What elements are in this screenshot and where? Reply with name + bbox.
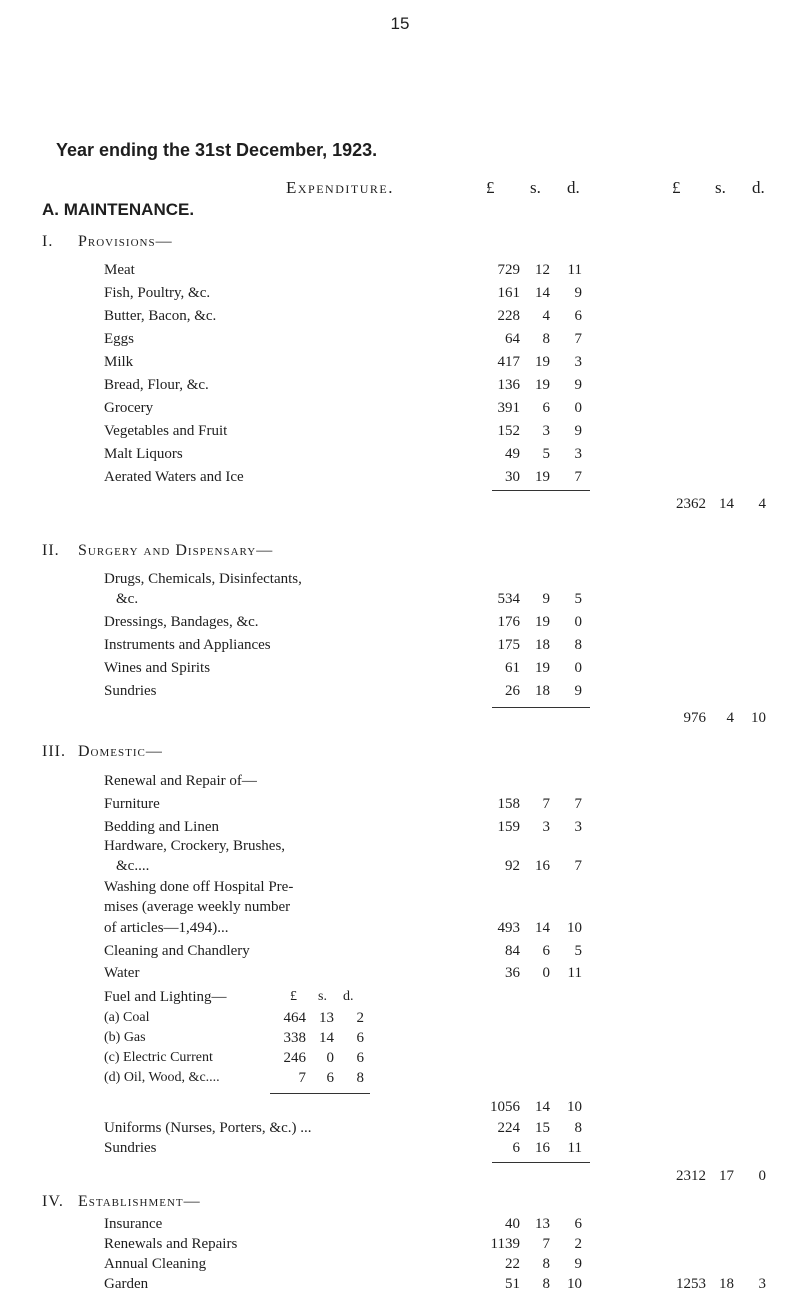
list-item-label: Wines and Spirits [104,660,211,676]
subtotal-rule [492,490,590,491]
amount-shillings: 15 [535,1120,550,1136]
amount-shillings: 9 [542,591,550,607]
fuel-item-label: (d) Oil, Wood, &c.... [104,1070,220,1085]
amount-pence: 6 [574,308,582,324]
fuel-item-label: (a) Coal [104,1010,150,1025]
page-heading: Year ending the 31st December, 1923. [56,140,378,160]
list-item-label: Bread, Flour, &c. [104,377,209,393]
amount-shillings: 8 [542,1276,550,1292]
fuel-pence-header: d. [343,989,354,1004]
amount-pence: 5 [574,943,582,959]
list-item-label: Annual Cleaning [104,1256,207,1272]
amount-pounds: 417 [497,354,520,370]
amount-pence: 6 [356,1050,364,1066]
amount-shillings: 18 [535,637,550,653]
section-numeral: II. [42,542,60,559]
list-item-label: Fish, Poultry, &c. [104,285,211,301]
column2-shillings-header: s. [715,178,726,197]
amount-pounds: 84 [505,943,520,959]
list-item-label: Sundries [104,683,157,699]
fuel-pounds-header: £ [290,989,297,1004]
amount-shillings: 5 [542,446,550,462]
amount-shillings: 12 [535,262,550,278]
amount-pence: 11 [567,1140,582,1156]
column1-pounds-header: £ [486,178,495,197]
amount-shillings: 19 [535,469,550,485]
section-a-title: A. MAINTENANCE. [42,200,195,219]
column1-shillings-header: s. [530,178,541,197]
amount-pounds: 464 [283,1010,306,1026]
amount-pence: 9 [574,683,582,699]
amount-pence: 2 [574,1236,582,1252]
amount-shillings: 4 [726,710,734,726]
amount-shillings: 16 [535,1140,550,1156]
amount-pounds: 493 [497,920,520,936]
amount-shillings: 6 [326,1070,334,1086]
amount-pounds: 391 [497,400,520,416]
amount-pence: 8 [574,637,582,653]
amount-shillings: 18 [719,1276,734,1292]
amount-pence: 0 [574,614,582,630]
fuel-shillings-header: s. [318,989,327,1004]
amount-pence: 10 [567,1099,582,1115]
amount-shillings: 14 [535,1099,550,1115]
list-item-label: Uniforms (Nurses, Porters, &c.) ... [104,1120,312,1136]
amount-pence: 3 [574,354,582,370]
amount-shillings: 14 [719,496,734,512]
amount-pounds: 224 [497,1120,520,1136]
subsection-intro: Renewal and Repair of— [104,773,257,789]
amount-shillings: 14 [535,920,550,936]
amount-shillings: 17 [719,1168,734,1184]
amount-pounds: 36 [505,965,520,981]
list-item-label: Dressings, Bandages, &c. [104,614,259,630]
section-title: Surgery and Dispensary— [78,542,274,559]
amount-pence: 9 [574,1256,582,1272]
amount-shillings: 7 [542,796,550,812]
amount-pence: 10 [751,710,766,726]
list-item-label-continued: mises (average weekly number [104,899,291,915]
list-item-label: Hardware, Crockery, Brushes, [104,838,286,854]
amount-shillings: 16 [535,858,550,874]
amount-pounds: 1056 [490,1099,520,1115]
amount-shillings: 4 [542,308,550,324]
amount-pounds: 534 [497,591,520,607]
amount-shillings: 19 [535,614,550,630]
list-item-label: Instruments and Appliances [104,637,271,653]
column1-pence-header: d. [567,178,580,197]
amount-pence: 9 [574,423,582,439]
list-item-label: Drugs, Chemicals, Disinfectants, [104,571,302,587]
expenditure-title: Expenditure. [286,178,394,197]
amount-shillings: 19 [535,660,550,676]
amount-shillings: 19 [535,354,550,370]
list-item-label: Vegetables and Fruit [104,423,228,439]
amount-pounds: 92 [505,858,520,874]
amount-pence: 7 [574,858,582,874]
amount-pence: 10 [567,1276,582,1292]
amount-pence: 7 [574,331,582,347]
section-numeral: IV. [42,1193,64,1210]
amount-shillings: 18 [535,683,550,699]
section-title: Domestic— [78,743,163,760]
fuel-item-label: (b) Gas [104,1030,146,1045]
amount-pence: 0 [574,660,582,676]
amount-pounds: 30 [505,469,520,485]
amount-shillings: 0 [542,965,550,981]
amount-shillings: 0 [326,1050,334,1066]
amount-pounds: 2312 [676,1168,706,1184]
list-item-label: Meat [104,262,135,278]
amount-pence: 3 [574,446,582,462]
amount-pence: 5 [574,591,582,607]
amount-pounds: 6 [512,1140,520,1156]
amount-pounds: 136 [497,377,520,393]
amount-pounds: 228 [497,308,520,324]
amount-pounds: 7 [298,1070,306,1086]
amount-pence: 7 [574,469,582,485]
amount-shillings: 3 [542,819,550,835]
amount-pence: 11 [567,262,582,278]
subtotal-rule [492,1162,590,1163]
amount-pounds: 40 [505,1216,520,1232]
list-item-label-continued: &c.... [116,858,150,874]
amount-pence: 10 [567,920,582,936]
list-item-label: Garden [104,1276,149,1292]
column2-pounds-header: £ [672,178,681,197]
amount-pence: 0 [758,1168,766,1184]
section-numeral: I. [42,233,54,250]
amount-shillings: 6 [542,400,550,416]
amount-pence: 7 [574,796,582,812]
list-item-label: Washing done off Hospital Pre- [104,879,294,895]
column2-pence-header: d. [752,178,765,197]
amount-pence: 8 [574,1120,582,1136]
amount-pence: 4 [758,496,766,512]
list-item-label: Eggs [104,331,134,347]
amount-shillings: 6 [542,943,550,959]
amount-pounds: 338 [283,1030,306,1046]
amount-pounds: 2362 [676,496,706,512]
amount-pounds: 729 [497,262,520,278]
list-item-label-continued: of articles—1,494)... [104,920,229,936]
amount-pounds: 22 [505,1256,520,1272]
amount-shillings: 19 [535,377,550,393]
amount-pounds: 161 [497,285,520,301]
amount-shillings: 8 [542,331,550,347]
amount-pence: 6 [574,1216,582,1232]
page-number: 15 [390,14,410,33]
amount-pounds: 64 [505,331,520,347]
list-item-label: Bedding and Linen [104,819,219,835]
list-item-label: Butter, Bacon, &c. [104,308,217,324]
amount-pence: 11 [567,965,582,981]
amount-shillings: 8 [542,1256,550,1272]
list-item-label: Water [104,965,140,981]
amount-pounds: 176 [497,614,520,630]
section-title: Establishment— [78,1193,201,1210]
list-item-label: Grocery [104,400,154,416]
amount-shillings: 13 [319,1010,334,1026]
amount-pence: 6 [356,1030,364,1046]
amount-pounds: 158 [497,796,520,812]
amount-pounds: 175 [497,637,520,653]
amount-pounds: 49 [505,446,520,462]
amount-pounds: 1253 [676,1276,706,1292]
list-item-label: Cleaning and Chandlery [104,943,250,959]
section-numeral: III. [42,743,66,760]
fuel-subtotal-rule [270,1093,370,1094]
section-title: Provisions— [78,233,173,250]
list-item-label-continued: &c. [116,591,139,607]
list-item-label: Furniture [104,796,160,812]
amount-pence: 8 [356,1070,364,1086]
amount-pence: 3 [574,819,582,835]
amount-pounds: 976 [683,710,706,726]
amount-pounds: 61 [505,660,520,676]
list-item-label: Milk [104,354,134,370]
list-item-label: Aerated Waters and Ice [104,469,244,485]
amount-shillings: 14 [535,285,550,301]
amount-pence: 9 [574,285,582,301]
list-item-label: Malt Liquors [104,446,183,462]
fuel-item-label: (c) Electric Current [104,1050,213,1065]
subtotal-rule [492,707,590,708]
amount-shillings: 7 [542,1236,550,1252]
amount-pounds: 51 [505,1276,520,1292]
amount-pence: 9 [574,377,582,393]
list-item-label: Renewals and Repairs [104,1236,238,1252]
amount-pounds: 159 [497,819,520,835]
list-item-label: Sundries [104,1140,157,1156]
amount-pounds: 246 [283,1050,306,1066]
amount-pence: 3 [758,1276,766,1292]
list-item-label: Insurance [104,1216,163,1232]
amount-shillings: 3 [542,423,550,439]
amount-pounds: 152 [497,423,520,439]
amount-pence: 0 [574,400,582,416]
amount-pounds: 26 [505,683,520,699]
amount-pounds: 1139 [490,1236,520,1252]
fuel-title: Fuel and Lighting— [104,989,227,1005]
amount-pence: 2 [356,1010,364,1026]
amount-shillings: 14 [319,1030,334,1046]
amount-shillings: 13 [535,1216,550,1232]
